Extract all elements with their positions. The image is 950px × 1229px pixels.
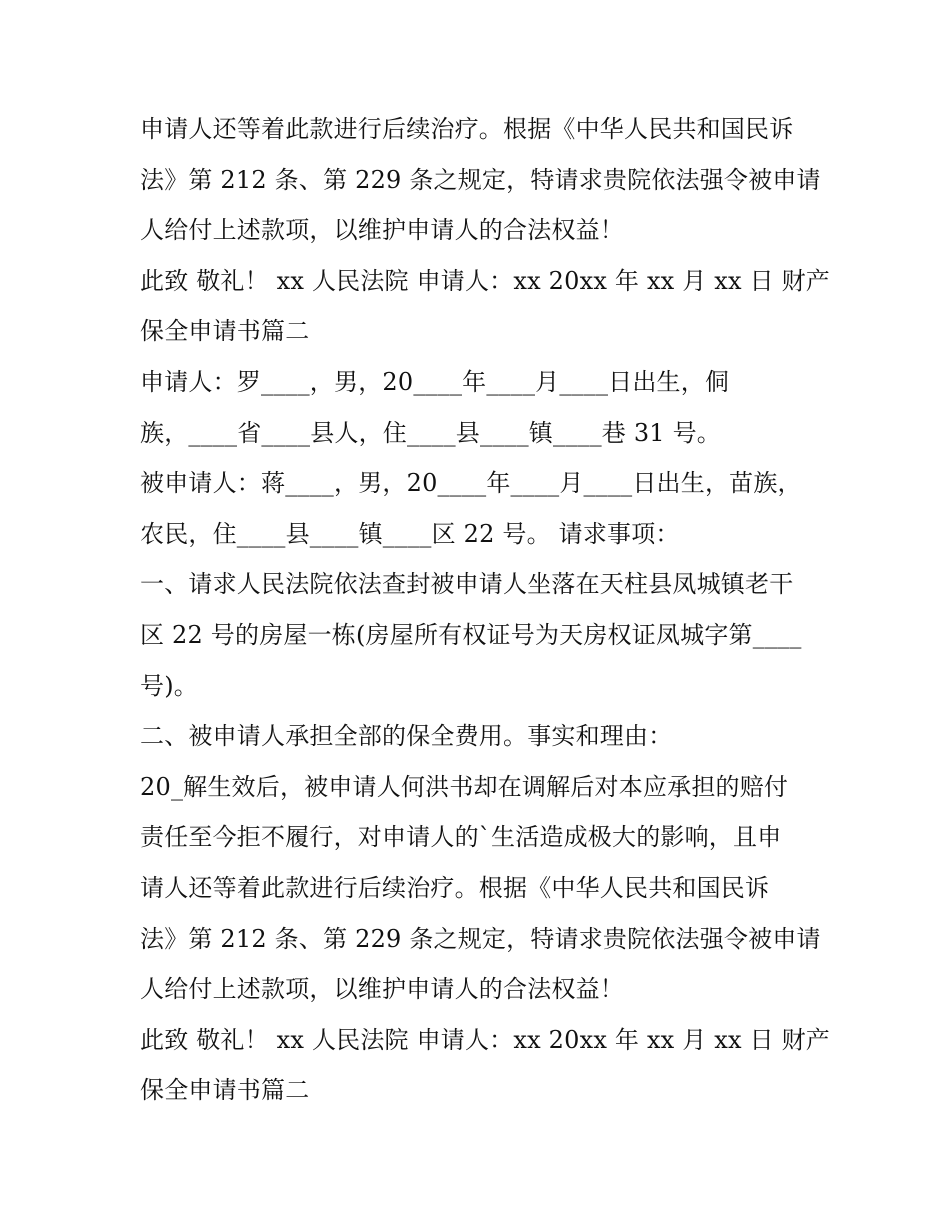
text-line: 人给付上述款项，以维护申请人的合法权益！ bbox=[140, 216, 624, 245]
text-line: 责任至今拒不履行，对申请人的`生活造成极大的影响，且申 bbox=[140, 823, 782, 852]
text-line: 此致 敬礼！ xx 人民法院 申请人：xx 20xx 年 xx 月 xx 日 财产 bbox=[140, 1025, 831, 1054]
text-line: 20_解生效后，被申请人何洪书却在调解后对本应承担的赔付 bbox=[140, 772, 789, 801]
text-line: 号)。 bbox=[140, 671, 198, 700]
text-line: 保全申请书篇二 bbox=[140, 1076, 310, 1105]
text-line: 被申请人：蒋____，男，20____年____月____日出生，苗族， bbox=[140, 469, 802, 498]
text-line: 法》第 212 条、第 229 条之规定，特请求贵院依法强令被申请 bbox=[140, 924, 821, 953]
text-line: 此致 敬礼！ xx 人民法院 申请人：xx 20xx 年 xx 月 xx 日 财产 bbox=[140, 266, 831, 295]
text-line: 农民，住____县____镇____区 22 号。 请求事项： bbox=[140, 519, 680, 548]
text-line: 保全申请书篇二 bbox=[140, 317, 310, 346]
text-line: 区 22 号的房屋一栋(房屋所有权证号为天房权证凤城字第____ bbox=[140, 620, 802, 649]
text-line: 二、被申请人承担全部的保全费用。事实和理由： bbox=[140, 722, 673, 751]
text-line: 一、请求人民法院依法查封被申请人坐落在天柱县凤城镇老干 bbox=[140, 570, 794, 599]
text-line: 申请人：罗____，男，20____年____月____日出生，侗 bbox=[140, 367, 730, 396]
text-line: 人给付上述款项，以维护申请人的合法权益！ bbox=[140, 975, 624, 1004]
document-body bbox=[140, 104, 831, 1116]
text-line: 请人还等着此款进行后续治疗。根据《中华人民共和国民诉 bbox=[140, 873, 770, 902]
text-line: 申请人还等着此款进行后续治疗。根据《中华人民共和国民诉 bbox=[140, 115, 794, 143]
text-line: 族，____省____县人，住____县____镇____巷 31 号。 bbox=[140, 418, 721, 447]
text-line: 法》第 212 条、第 229 条之规定，特请求贵院依法强令被申请 bbox=[140, 165, 821, 194]
